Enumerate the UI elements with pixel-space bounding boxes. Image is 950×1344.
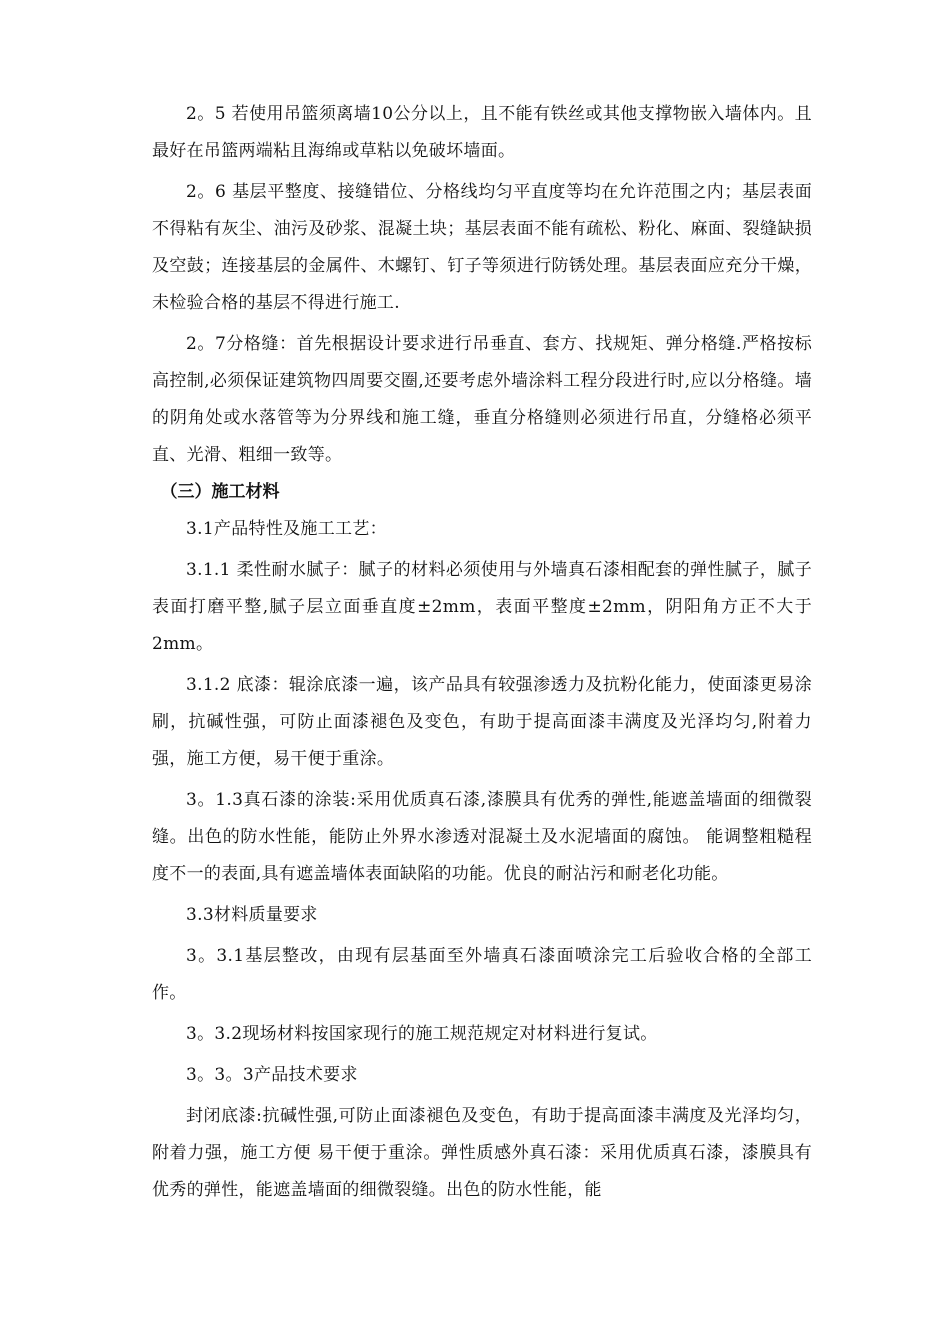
paragraph-3-3-3: 3。3。3产品技术要求 [186,1065,358,1085]
paragraph-2-6: 2。6 基层平整度、接缝错位、分格线均匀平直度等均在允许范围之内；基层表面不得粘有灰尘、油污及砂浆、混凝土块；基层表面不能有疏松、粉化、麻面、裂缝缺损及空鼓；连接基层的金属件、木螺钉、钉子等须进行防锈处理。基层表面应充分干燥，未检验合格的基层不得进行施工. [152,182,812,313]
paragraph-2-5: 2。5 若使用吊篮须离墙10公分以上，且不能有铁丝或其他支撑物嵌入墙体内。且最好在吊篮两端粘且海绵或草粘以免破坏墙面。 [152,104,812,161]
paragraph-2-7: 2。7分格缝：首先根据设计要求进行吊垂直、套方、找规矩、弹分格缝.严格按标高控制,必须保证建筑物四周要交圈,还要考虑外墙涂料工程分段进行时,应以分格缝。墙的阴角处或水落管等为分界线和施工缝，垂直分格缝则必须进行吊直，分缝格必须平直、光滑、粗细一致等。 [152,334,812,465]
paragraph-3-1: 3.1产品特性及施工工艺： [186,519,387,539]
paragraph-3-1-1: 3.1.1 柔性耐水腻子：腻子的材料必须使用与外墙真石漆相配套的弹性腻子，腻子表面打磨平整,腻子层立面垂直度±2mm，表面平整度±2mm，阴阳角方正不大于2mm。 [152,560,812,654]
paragraph-3-1-2: 3.1.2 底漆：辊涂底漆一遍，该产品具有较强渗透力及抗粉化能力，使面漆更易涂刷，抗碱性强，可防止面漆褪色及变色，有助于提高面漆丰满度及光泽均匀,附着力强，施工方便，易干便于重涂。 [152,675,812,769]
paragraph-3-3: 3.3材料质量要求 [186,905,318,925]
paragraph-3-1-3: 3。1.3真石漆的涂装:采用优质真石漆,漆膜具有优秀的弹性,能遮盖墙面的细微裂缝。出色的防水性能，能防止外界水渗透对混凝土及水泥墙面的腐蚀。 能调整粗糙程度不一的表面,具有遮盖墙体表面缺陷的功能。优良的耐沾污和耐老化功能。 [152,790,812,884]
paragraph-3-3-2: 3。3.2现场材料按国家现行的施工规范规定对材料进行复试。 [186,1024,658,1044]
document-body [152,96,812,1209]
section-heading: （三）施工材料 [160,482,280,502]
paragraph-3-3-1: 3。3.1基层整改，由现有层基面至外墙真石漆面喷涂完工后验收合格的全部工作。 [152,946,812,1003]
paragraph-primer: 封闭底漆:抗碱性强,可防止面漆褪色及变色，有助于提高面漆丰满度及光泽均匀，附着力强，施工方便 易干便于重涂。弹性质感外真石漆：采用优质真石漆，漆膜具有优秀的弹性，能遮盖墙面的细微裂缝。出色的防水性能，能 [152,1106,812,1200]
